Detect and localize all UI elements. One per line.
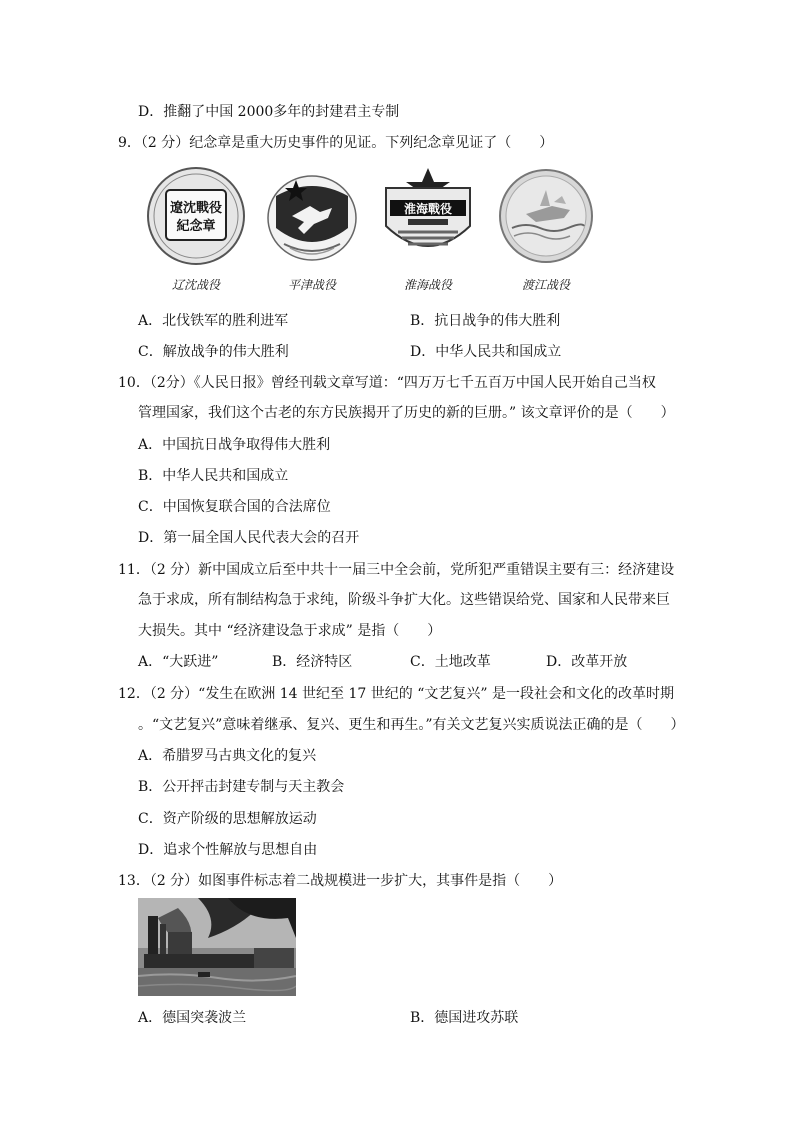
medal-caption-huaihai: 淮海战役 xyxy=(403,278,452,292)
medal-caption-liaoshen: 辽沈战役 xyxy=(171,278,220,292)
liaoshen-medal-inscription-2: 紀念章 xyxy=(176,219,216,234)
q13-stem: 13．（2 分）如图事件标志着二战规模进一步扩大，其事件是指（ ） xyxy=(118,873,563,889)
huaihai-medal-inscription: 淮海戰役 xyxy=(403,202,453,216)
q10-option-d: D．第一届全国人民代表大会的召开 xyxy=(138,530,360,546)
q9-option-d: D．中华人民共和国成立 xyxy=(410,344,562,360)
q11-option-c: C．土地改革 xyxy=(410,654,491,670)
dujiang-medal-image xyxy=(496,166,596,266)
q12-stem-line-1: 12．（2 分）“发生在欧洲 14 世纪至 17 世纪的 “文艺复兴” 是一段社会和文化的改革时期 xyxy=(118,686,674,702)
medal-caption-pingjin: 平津战役 xyxy=(287,278,336,292)
q11-option-d: D．改革开放 xyxy=(546,654,628,670)
q10-option-b: B．中华人民共和国成立 xyxy=(138,468,289,484)
q11-stem-line-2: 急于求成，所有制结构急于求纯，阶级斗争扩大化。这些错误给党、国家和人民带来巨 xyxy=(138,592,670,608)
q10-option-a: A．中国抗日战争取得伟大胜利 xyxy=(138,437,331,453)
q9-stem: 9．（2 分）纪念章是重大历史事件的见证。下列纪念章见证了（ ） xyxy=(118,135,554,151)
q13-option-a: A．德国突袭波兰 xyxy=(138,1010,247,1026)
q12-option-d: D．追求个性解放与思想自由 xyxy=(138,842,318,858)
q9-option-a: A．北伐铁军的胜利进军 xyxy=(138,313,289,329)
q10-stem-line-2: 管理国家，我们这个古老的东方民族揭开了历史的新的巨册。” 该文章评价的是（ ） xyxy=(138,405,675,421)
q12-option-a: A．希腊罗马古典文化的复兴 xyxy=(138,748,317,764)
q9-option-b: B．抗日战争的伟大胜利 xyxy=(410,313,561,329)
q9-medal-images xyxy=(140,166,600,302)
q13-warship-photo xyxy=(138,898,296,996)
liaoshen-medal-image xyxy=(146,166,246,266)
q12-stem-line-2: 。“文艺复兴”意味着继承、复兴、更生和再生。”有关文艺复兴实质说法正确的是（ ） xyxy=(138,717,685,733)
q9-option-c: C．解放战争的伟大胜利 xyxy=(138,344,289,360)
liaoshen-medal-inscription-1: 遼沈戰役 xyxy=(169,201,223,216)
q12-option-c: C．资产阶级的思想解放运动 xyxy=(138,811,317,827)
q11-option-b: B．经济特区 xyxy=(272,654,353,670)
medal-caption-dujiang: 渡江战役 xyxy=(521,278,570,292)
pingjin-medal-image xyxy=(262,166,362,266)
q10-option-c: C．中国恢复联合国的合法席位 xyxy=(138,499,331,515)
q11-option-a: A．“大跃进” xyxy=(138,654,219,670)
q13-option-b: B．德国进攻苏联 xyxy=(410,1010,519,1026)
q12-option-b: B．公开抨击封建专制与天主教会 xyxy=(138,779,345,795)
q10-stem-line-1: 10．（2分）《人民日报》曾经刊载文章写道：“四万万七千五百万中国人民开始自己当权 xyxy=(118,375,656,391)
q8-option-d: D．推翻了中国 2000多年的封建君主专制 xyxy=(138,104,400,120)
q11-stem-line-1: 11．（2 分）新中国成立后至中共十一届三中全会前，党所犯严重错误主要有三：经济建设 xyxy=(118,562,675,578)
q11-stem-line-3: 大损失。其中 “经济建设急于求成” 是指（ ） xyxy=(138,623,442,639)
huaihai-medal-image xyxy=(378,166,478,266)
